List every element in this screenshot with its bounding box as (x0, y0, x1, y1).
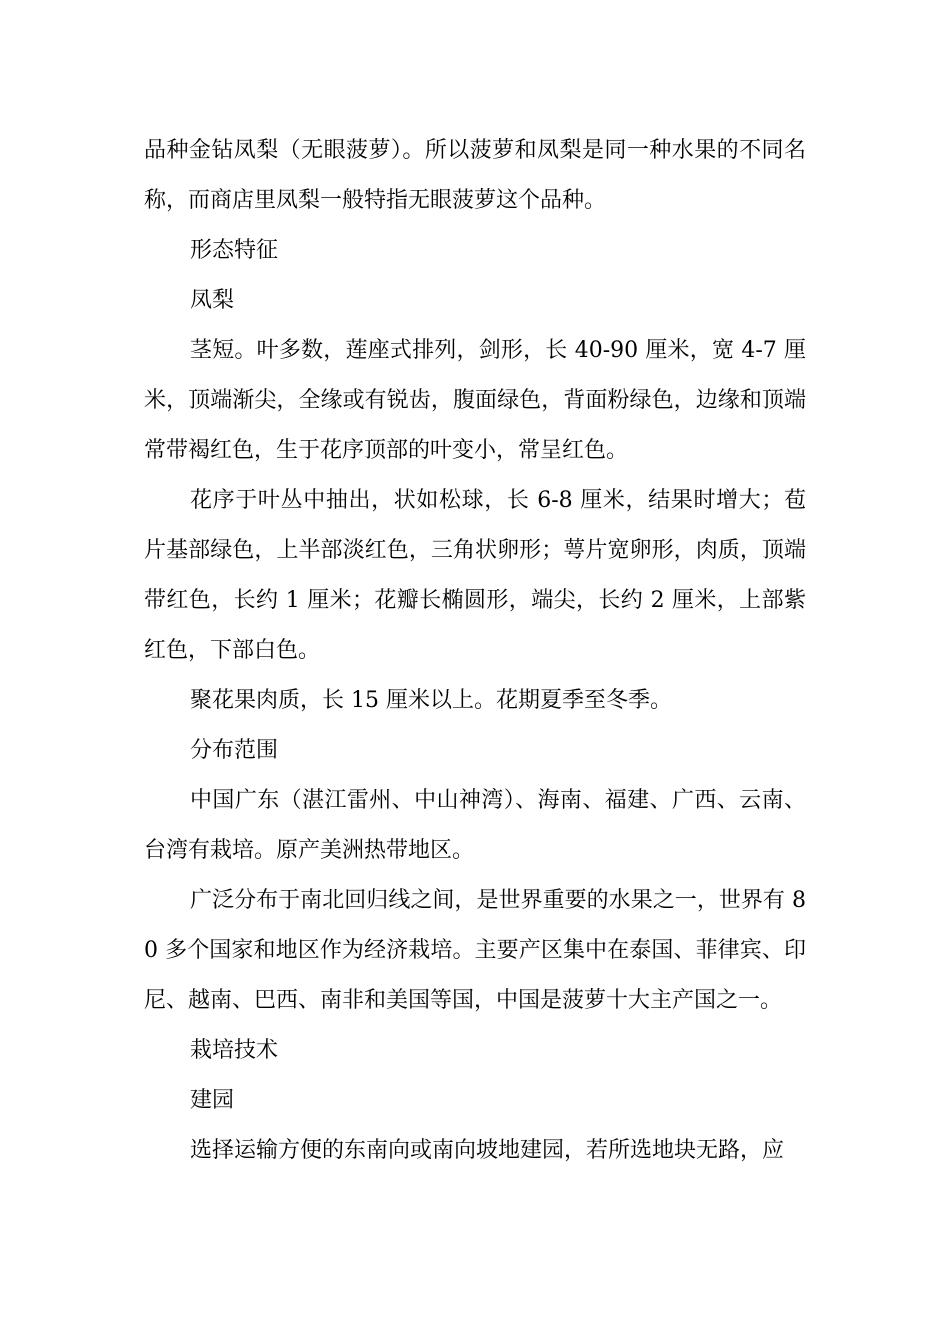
paragraph-stem-leaves: 茎短。叶多数，莲座式排列，剑形，长 40-90 厘米，宽 4-7 厘米，顶端渐尖，全缘或有锐齿，腹面绿色，背面粉绿色，边缘和顶端常带褐红色，生于花序顶部的叶变小，常呈红色。 (144, 338, 806, 463)
heading-orchard: 建园 (190, 1088, 235, 1113)
paragraph-inflorescence: 花序于叶丛中抽出，状如松球，长 6-8 厘米，结果时增大；苞片基部绿色，上半部淡红色，三角状卵形；萼片宽卵形，肉质，顶端带红色，长约 1 厘米；花瓣长椭圆形，端尖，长约 2 厘米，上部紫红色，下部白色。 (144, 488, 806, 663)
paragraph-world-distribution: 广泛分布于南北回归线之间，是世界重要的水果之一，世界有 80 多个国家和地区作为经济栽培。主要产区集中在泰国、菲律宾、印尼、越南、巴西、南非和美国等国，中国是菠萝十大主产国之一。 (144, 888, 806, 1013)
paragraph-intro-continued: 品种金钻凤梨（无眼菠萝）。所以菠萝和凤梨是同一种水果的不同名称，而商店里凤梨一般特指无眼菠萝这个品种。 (144, 138, 806, 213)
paragraph-orchard-site: 选择运输方便的东南向或南向坡地建园，若所选地块无路，应 (190, 1138, 785, 1163)
heading-distribution: 分布范围 (190, 738, 279, 763)
paragraph-china-distribution: 中国广东（湛江雷州、中山神湾）、海南、福建、广西、云南、台湾有栽培。原产美洲热带地区。 (144, 788, 806, 863)
heading-morphology: 形态特征 (190, 238, 279, 263)
heading-fengli: 凤梨 (190, 288, 235, 313)
document-body (144, 126, 806, 1176)
heading-cultivation: 栽培技术 (190, 1038, 279, 1063)
paragraph-fruit: 聚花果肉质，长 15 厘米以上。花期夏季至冬季。 (190, 688, 672, 713)
